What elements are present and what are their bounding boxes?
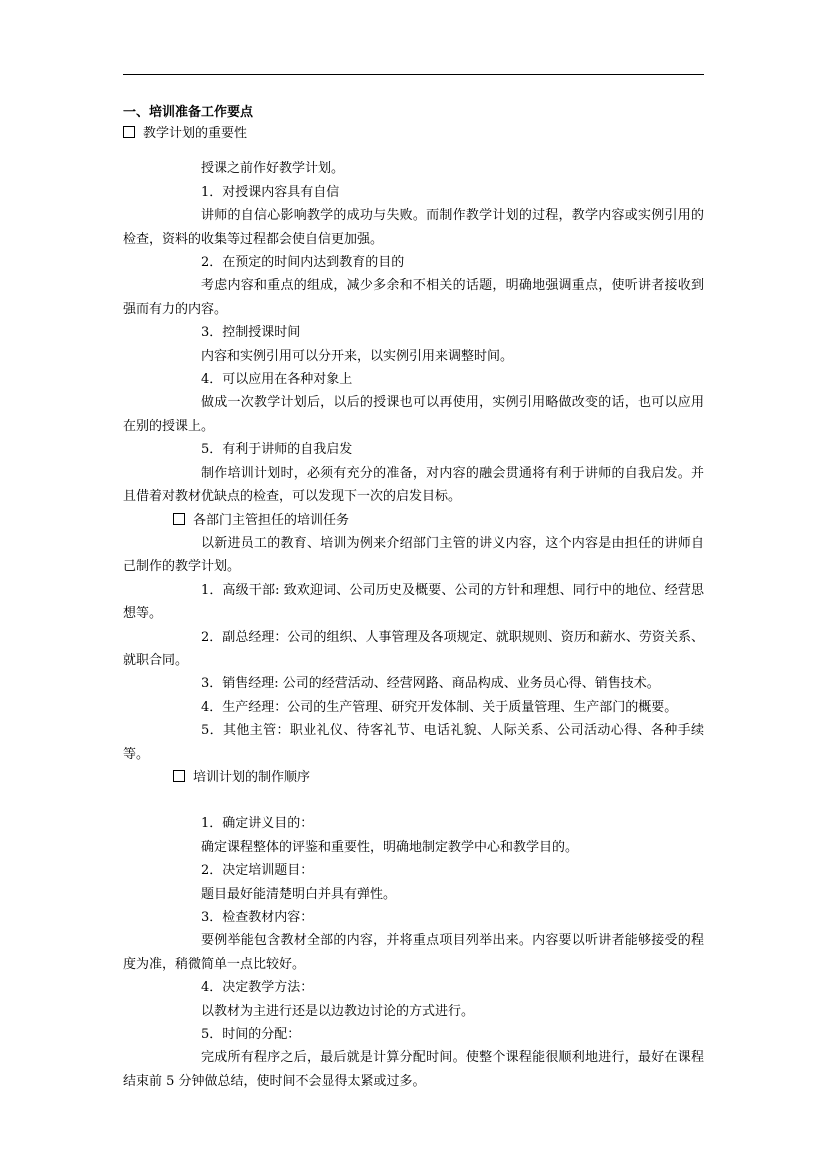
list-item: 4．生产经理：公司的生产管理、研究开发体制、关于质量管理、生产部门的概要。 — [201, 699, 678, 715]
item-title: 5．时间的分配： — [201, 1027, 301, 1043]
item-title: 4．可以应用在各种对象上 — [201, 372, 353, 388]
item-text: 完成所有程序之后，最后就是计算分配时间。使整个课程能很顺利地进行，最好在课程结束前 5 分钟做总结，使时间不会显得太紧或过多。 — [123, 1050, 704, 1089]
document-title: 一、培训准备工作要点 — [123, 105, 254, 120]
section-intro: 以新进员工的教育、培训为例来介绍部门主管的讲义内容，这个内容是由担任的讲师自己制作的教学计划。 — [123, 535, 704, 575]
checkbox-icon — [123, 126, 135, 138]
item-title: 3．控制授课时间 — [201, 325, 301, 341]
list-item: 1．高级干部: 致欢迎词、公司历史及概要、公司的方针和理想、同行中的地位、经营思想等。 — [123, 582, 704, 622]
list-item: 3．销售经理: 公司的经营活动、经营网路、商品构成、业务员心得、销售技术。 — [201, 676, 660, 692]
item-title: 4．决定教学方法： — [201, 980, 314, 996]
document-body — [123, 103, 704, 1093]
section-heading-teaching-plan: 教学计划的重要性 — [123, 122, 704, 145]
item-title: 2．在预定的时间内达到教育的目的 — [201, 255, 405, 271]
item-text: 做成一次教学计划后，以后的授课也可以再使用，实例引用略做改变的话，也可以应用在别的授课上。 — [123, 395, 704, 434]
item-text: 考虑内容和重点的组成，减少多余和不相关的话题，明确地强调重点，使听讲者接收到强而有力的内容。 — [123, 278, 704, 317]
item-text: 题目最好能清楚明白并具有弹性。 — [201, 886, 397, 902]
checkbox-icon — [173, 770, 185, 782]
item-title: 3．检查教材内容： — [201, 910, 314, 925]
item-text: 要例举能包含教材全部的内容，并将重点项目列举出来。内容要以听讲者能够接受的程度为准，稍微简单一点比较好。 — [123, 933, 704, 972]
item-text: 内容和实例引用可以分开来，以实例引用来调整时间。 — [201, 348, 514, 364]
item-title: 5．有利于讲师的自我启发 — [201, 442, 353, 458]
checkbox-icon — [173, 513, 185, 525]
item-title: 1．确定讲义目的： — [201, 816, 314, 832]
item-text: 以教材为主进行还是以边教边讨论的方式进行。 — [201, 1003, 475, 1019]
section-heading-department-tasks: 各部门主管担任的培训任务 — [123, 509, 704, 532]
item-text: 确定课程整体的评鉴和重要性，明确地制定教学中心和教学目的。 — [201, 839, 579, 855]
list-item: 2．副总经理：公司的组织、人事管理及各项规定、就职规则、资历和薪水、劳资关系、就职合同。 — [123, 629, 704, 668]
item-text: 讲师的自信心影响教学的成功与失败。而制作教学计划的过程，教学内容或实例引用的检查，资料的收集等过程都会使自信更加强。 — [123, 208, 704, 247]
section-intro: 授课之前作好教学计划。 — [201, 161, 345, 177]
item-title: 2．决定培训题目： — [201, 863, 314, 879]
item-text: 制作培训计划时，必须有充分的准备，对内容的融会贯通将有利于讲师的自我启发。并且借着对教材优缺点的检查，可以发现下一次的启发目标。 — [123, 465, 704, 505]
list-item: 5．其他主管：职业礼仪、待客礼节、电话礼貌、人际关系、公司活动心得、各种手续等。 — [123, 723, 704, 762]
item-title: 1．对授课内容具有自信 — [201, 184, 340, 200]
header-rule — [123, 74, 704, 75]
section-heading-plan-sequence: 培训计划的制作顺序 — [123, 766, 704, 789]
